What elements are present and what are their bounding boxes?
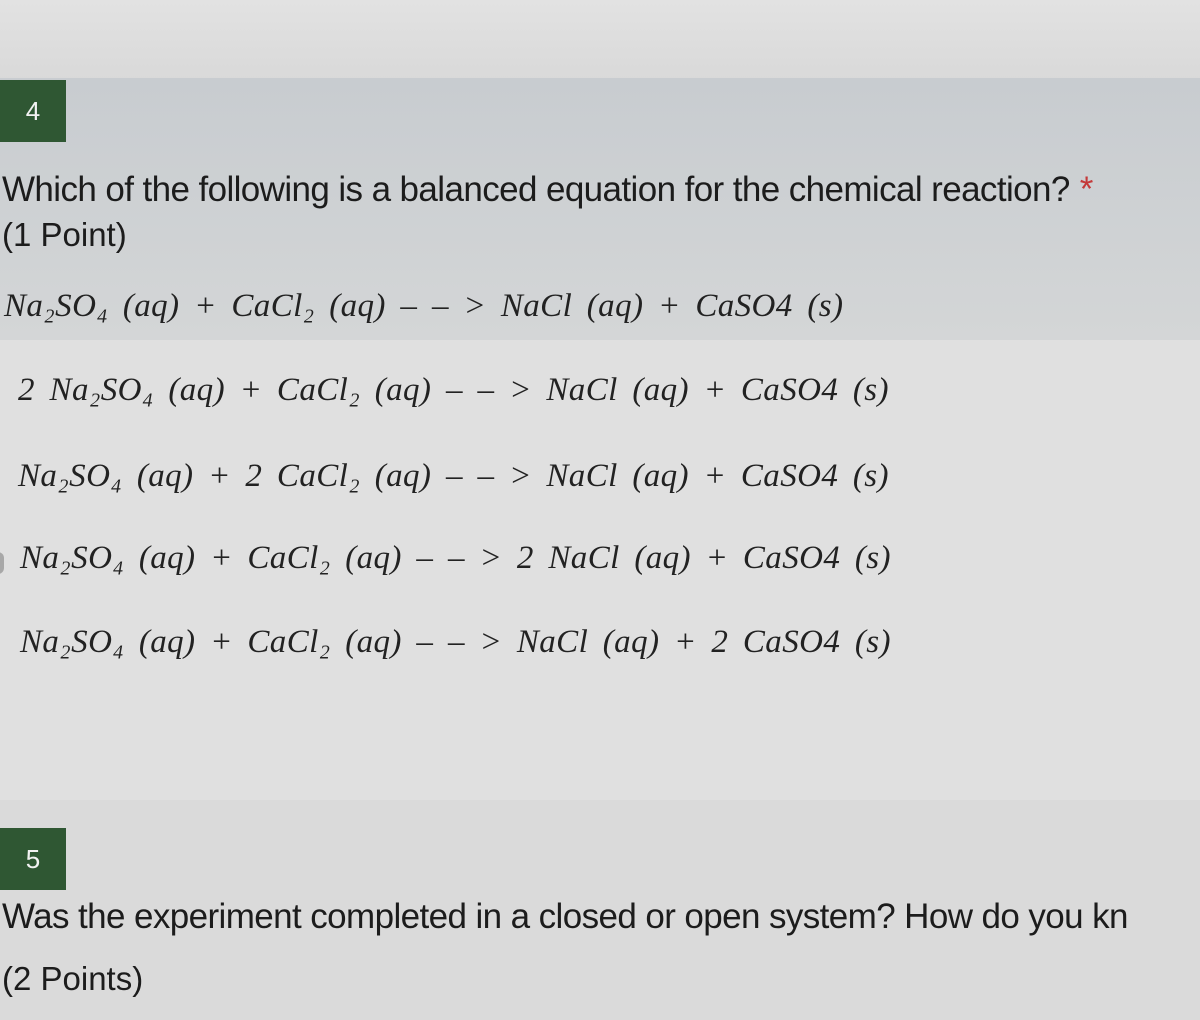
- question-number: 4: [25, 95, 41, 126]
- radio-edge[interactable]: [0, 552, 4, 574]
- option-1-label[interactable]: 2 Na₂SO₄ (aq) + CaCl₂ (aq) – – > NaCl (aq) + CaSO4 (s): [18, 372, 889, 408]
- question-number: 5: [25, 843, 41, 874]
- question-points: (2 Points): [2, 960, 144, 997]
- top-strip: [0, 0, 1200, 80]
- question-text: Which of the following is a balanced equation for the chemical reaction?: [2, 170, 1070, 209]
- required-mark: *: [1079, 170, 1093, 209]
- option-4-label[interactable]: Na₂SO₄ (aq) + CaCl₂ (aq) – – > NaCl (aq) + 2 CaSO4 (s): [20, 624, 891, 660]
- option-3-label[interactable]: Na₂SO₄ (aq) + CaCl₂ (aq) – – > 2 NaCl (aq) + CaSO4 (s): [20, 540, 891, 576]
- question-title: [2, 170, 1093, 210]
- question-points: (1 Point): [2, 216, 127, 253]
- question-number-badge: [0, 80, 66, 142]
- question-title: Was the experiment completed in a closed or open system? How do you kn: [2, 897, 1128, 936]
- option-2-label[interactable]: Na₂SO₄ (aq) + 2 CaCl₂ (aq) – – > NaCl (aq) + CaSO4 (s): [18, 458, 889, 494]
- given-equation: Na₂SO₄ (aq) + CaCl₂ (aq) – – > NaCl (aq) + CaSO4 (s): [4, 288, 844, 324]
- question-number-badge: [0, 828, 66, 890]
